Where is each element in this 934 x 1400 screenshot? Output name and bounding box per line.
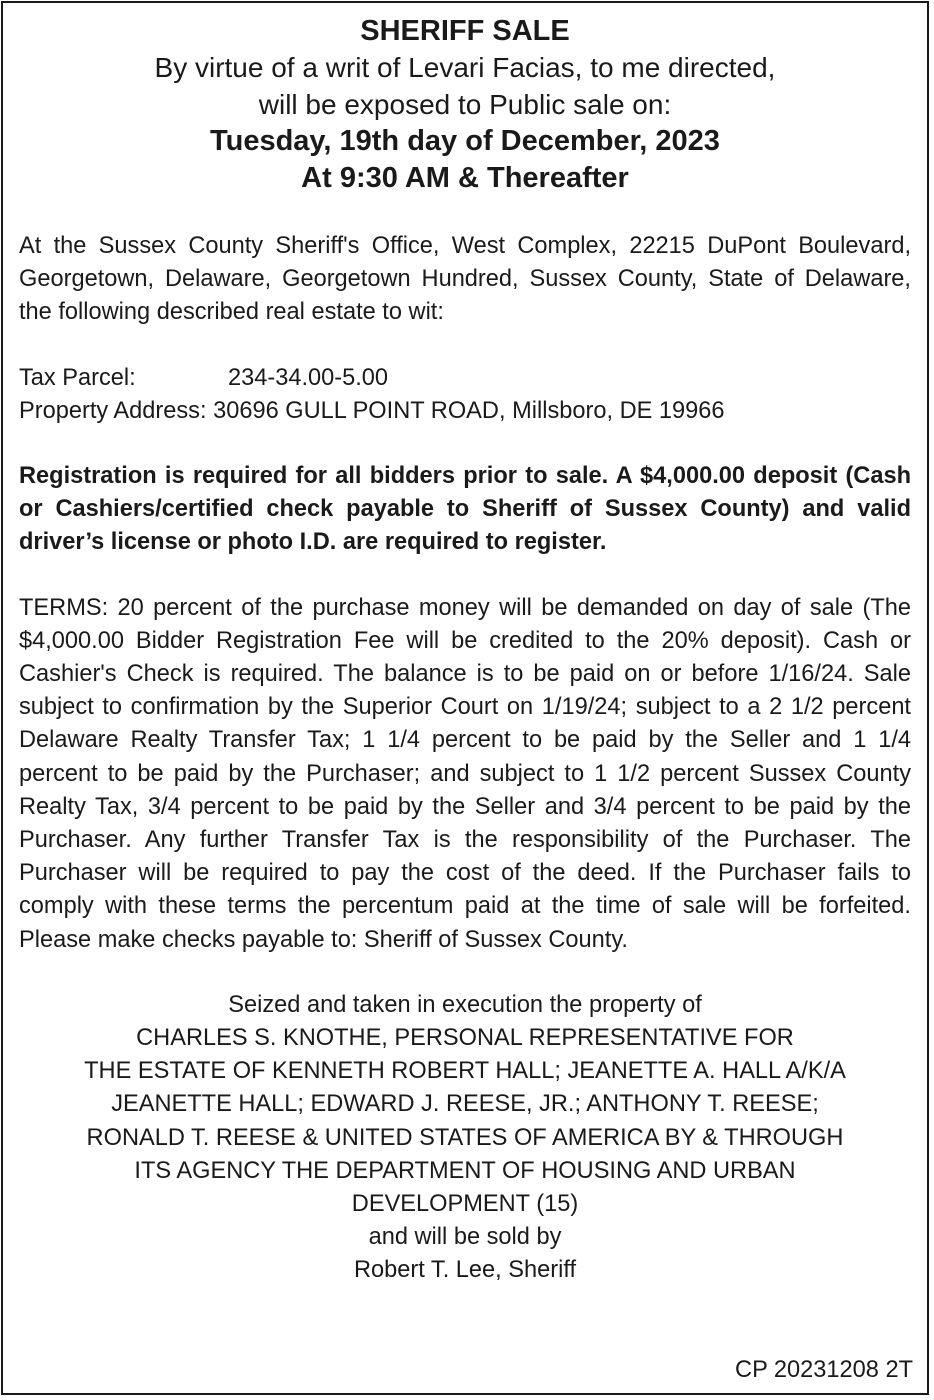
tax-parcel-value: 234-34.00-5.00 (228, 364, 389, 391)
notice-title: SHERIFF SALE (360, 15, 570, 47)
defendant-line: RONALD T. REESE & UNITED STATES OF AMERICA BY & THROUGH (86, 1124, 844, 1151)
property-address-value: 30696 GULL POINT ROAD, Millsboro, DE 19966 (213, 397, 725, 424)
seizure-intro: Seized and taken in execution the property of (228, 991, 702, 1018)
defendant-line: DEVELOPMENT (15) (351, 1191, 579, 1218)
sheriff-name: Robert T. Lee, Sheriff (353, 1257, 577, 1284)
spacer (19, 428, 911, 460)
spacer (19, 560, 911, 592)
defendant-list (19, 1022, 911, 1221)
tax-parcel-row (19, 362, 911, 395)
terms-paragraph: TERMS: 20 percent of the purchase money will be demanded on day of sale (The $4,000.00 Bidder Registration Fee will be credited to the 20% deposit). Cash or Cashier's Check is required. The balance is to be paid on or before 1/16/24. Sale subject to confirmation by the Superior Court on 1/19/24; subject to a 2 1/2 percent Delaware Realty Transfer Tax; 1 1/4 percent to be paid by the Seller and 1 1/4 percent to be paid by the Purchaser; and subject to 1 1/2 percent Sussex County Realty Tax, 3/4 percent to be paid by the Seller and 3/4 percent to be paid by the Purchaser. Any further Transfer Tax is the responsibility of the Purchaser. The Purchaser will be required to pay the cost of the deed. If the Purchaser fails to comply with these terms the percentum paid at the time of sale will be forfeited. Please make checks payable to: Sheriff of Sussex County. (19, 594, 911, 953)
property-address-row (19, 395, 911, 428)
sale-time: At 9:30 AM & Thereafter (301, 162, 629, 194)
defendant-line: JEANETTE HALL; EDWARD J. REESE, JR.; ANTHONY T. REESE; (111, 1091, 819, 1118)
writ-line: By virtue of a writ of Levari Facias, to me directed, (154, 52, 776, 83)
property-address-label: Property Address: (19, 397, 207, 424)
defendant-line: CHARLES S. KNOTHE, PERSONAL REPRESENTATIVE FOR (136, 1025, 794, 1052)
defendant-line: ITS AGENCY THE DEPARTMENT OF HOUSING AND URBAN (134, 1157, 796, 1184)
defendant-line: THE ESTATE OF KENNETH ROBERT HALL; JEANETTE A. HALL A/K/A (84, 1058, 846, 1085)
spacer (19, 957, 911, 989)
spacer (19, 330, 911, 362)
location-paragraph: At the Sussex County Sheriff's Office, West Complex, 22215 DuPont Boulevard, Georgetown, Delaware, Georgetown Hundred, Sussex County, State of Delaware, the following described real estate to wit: (19, 233, 911, 326)
spacer (19, 197, 911, 230)
sale-date: Tuesday, 19th day of December, 2023 (210, 125, 720, 157)
tax-parcel-label: Tax Parcel: (19, 364, 136, 391)
sheriff-sale-notice (1, 1, 929, 1395)
publication-code: CP 20231208 2T (735, 1357, 913, 1383)
sold-by-line: and will be sold by (368, 1224, 562, 1251)
exposure-line: will be exposed to Public sale on: (258, 89, 672, 120)
registration-paragraph: Registration is required for all bidders prior to sale. A $4,000.00 deposit (Cash or Cashiers/certified check payable to Sheriff of Sussex County) and valid driver’s license or photo I.D. are required to register. (19, 463, 911, 556)
